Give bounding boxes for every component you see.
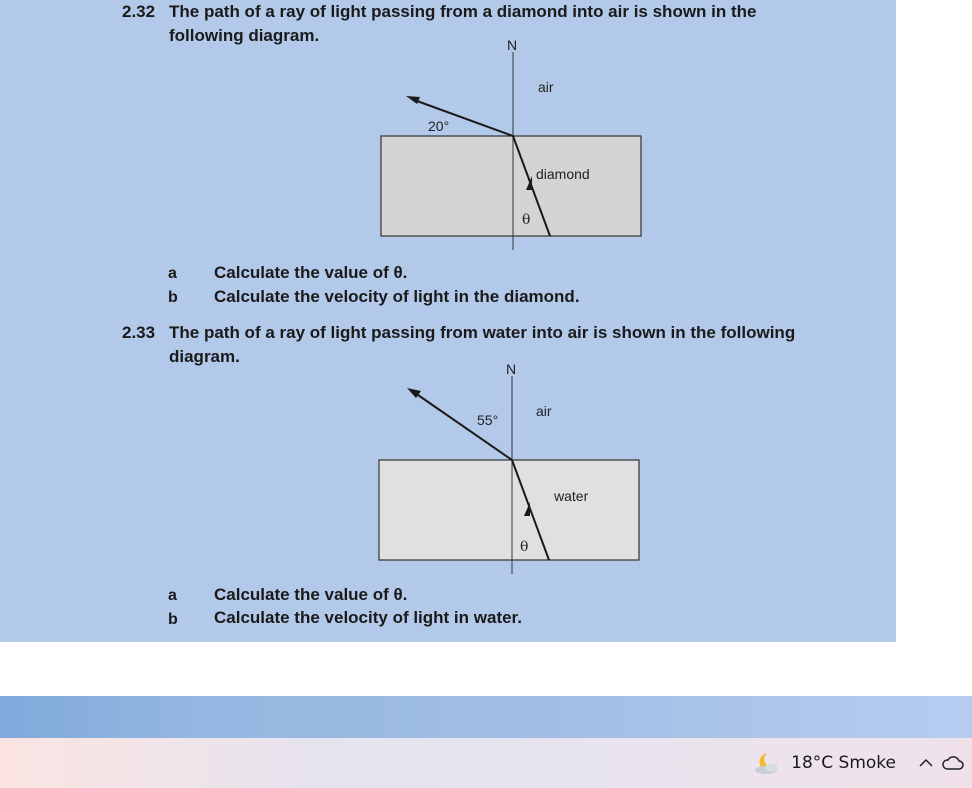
theta-label: θ [522,212,531,228]
water-label: water [554,488,589,504]
question-number: 2.33 [122,323,156,342]
system-tray [753,738,964,788]
weather-text[interactable]: 18°C Smoke [791,753,896,773]
question-text-line1: The path of a ray of light passing from a diamond into air is shown in the [169,2,757,21]
question-text-line2: diagram. [169,347,240,366]
water-refraction-diagram [370,352,660,577]
part-letter-b: b [168,289,178,306]
part-letter-a: a [168,587,177,604]
part-text-a: Calculate the value of θ. [214,263,408,282]
question-number: 2.32 [122,2,156,21]
taskbar [0,738,972,788]
air-label: air [538,79,554,95]
part-text-b: Calculate the velocity of light in water. [214,608,522,627]
question-text-line2: following diagram. [169,26,320,45]
normal-label: N [507,37,518,53]
air-label: air [536,403,552,419]
cloud-icon[interactable] [942,755,964,771]
diamond-label: diamond [536,166,590,182]
part-letter-a: a [168,265,177,282]
part-text-b: Calculate the velocity of light in the diamond. [214,287,580,306]
angle-label: 20° [428,118,450,134]
part-letter-b: b [168,611,178,628]
diamond-block [381,136,641,236]
page-gap [0,642,972,696]
window-bottom-strip [0,696,972,738]
diamond-refraction-diagram [370,30,660,255]
water-block [379,460,639,560]
theta-label: θ [520,539,529,555]
refracted-ray-arrow [406,96,420,104]
normal-label: N [506,361,517,377]
chevron-up-icon[interactable] [918,757,934,769]
angle-label: 55° [477,412,499,428]
part-text-a: Calculate the value of θ. [214,585,408,604]
question-text-line1: The path of a ray of light passing from water into air is shown in the following [169,323,796,342]
moon-cloud-icon[interactable] [753,750,783,776]
